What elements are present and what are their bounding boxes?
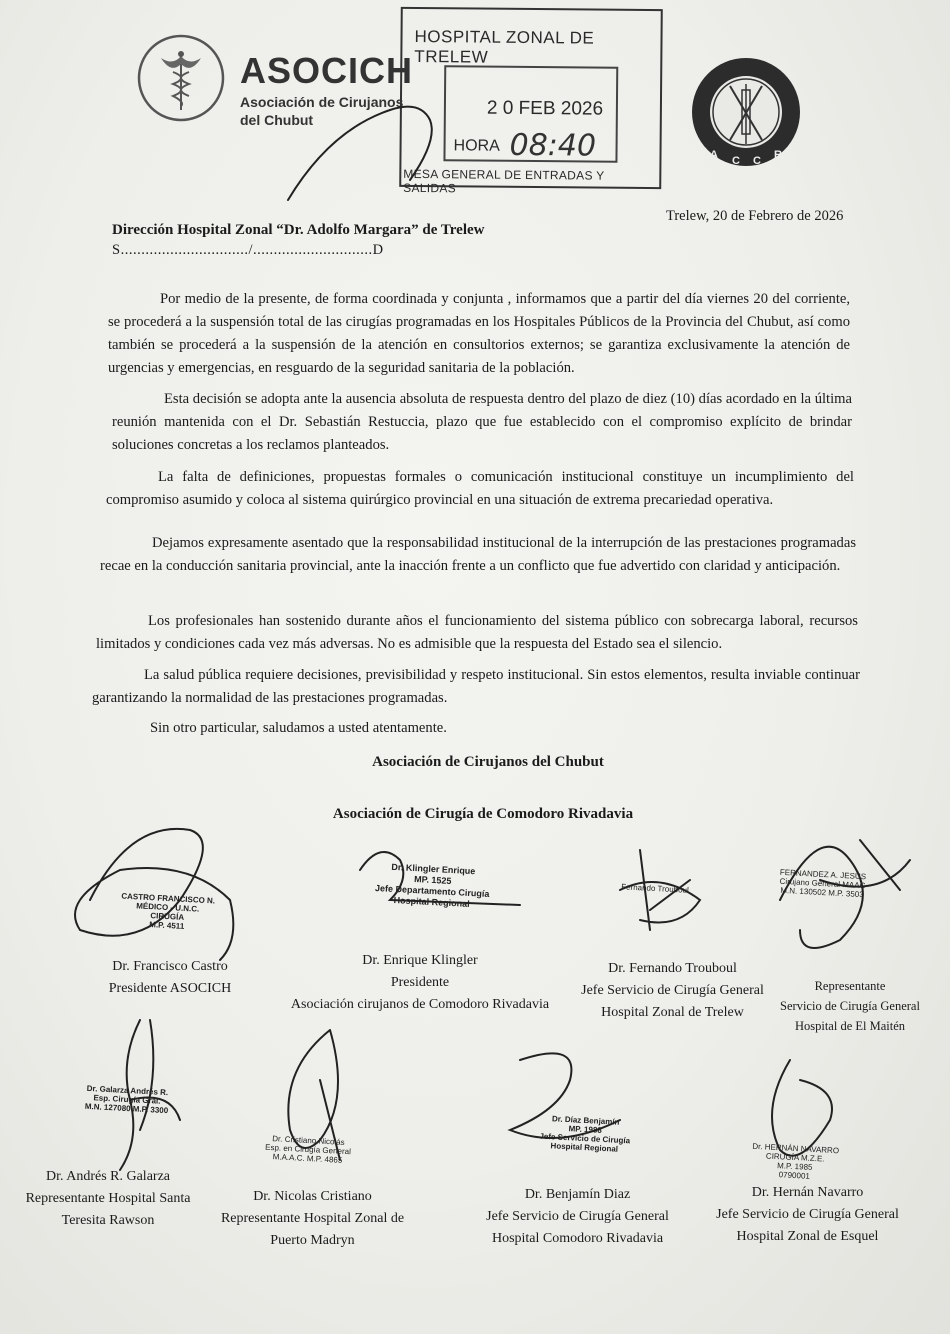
signatory-role: Servicio de Cirugía General [780,999,920,1013]
svg-text:C: C [753,155,761,167]
signatory-name: Dr. Enrique Klingler [362,953,478,968]
signatory-name: Dr. Francisco Castro [112,959,228,974]
signatory-role: Presidente [390,975,450,990]
paragraph-6: La salud pública requiere decisiones, previsibilidad y respeto institucional. Sin estos elementos, resulta inviable continuar garantizando la normalidad de las prestaciones programadas. [92,667,860,706]
signatory-diaz [470,1184,685,1250]
seal-castro: CASTRO FRANCISCO N. MÉDICO - U.N.C. CIRUGÍA M.P. 4511 [121,891,216,931]
accr-seal-logo [690,56,802,168]
brand-subtitle-1: Asociación de Cirujanos [240,94,404,110]
salutation: S.............................../.............................D [112,242,384,258]
paragraph-5: Los profesionales han sostenido durante años el funcionamiento del sistema público con sobrecarga laboral, recursos limitados y condiciones cada vez más adversas. No es admisible que la respuesta del Estado sea el silencio. [96,613,858,652]
stamp-title: HOSPITAL ZONAL DE TRELEW [414,26,595,67]
signatory-name: Dr. Benjamín Diaz [524,1187,631,1202]
signatory-role: Representante Hospital Zonal de [220,1211,405,1226]
org-line-2: Asociación de Cirugía de Comodoro Rivadavia [332,806,634,822]
seal-trouboul: Fernando Trouboul [620,882,689,895]
signatory-klingler [270,950,570,1016]
signatory-name: Dr. Nicolas Cristiano [253,1189,372,1204]
seal-fernandez: FERNANDEZ A. JESÚS Cirujano General MAAC M.N. 130502 M.P. 3503 [779,867,867,900]
signatory-fernandez [755,976,945,1036]
asocich-caduceus-logo [135,32,227,124]
paragraph-2: Esta decisión se adopta ante la ausencia absoluta de respuesta dentro del plazo de diez (10) días acordado en la última reunión mantenida con el Dr. Sebastián Restuccia, plazo que fue establecido con el compromiso explícito de brindar soluciones concretas a los reclamos planteados. [112,391,852,453]
paragraph-1: Por medio de la presente, de forma coordinada y conjunta , informamos que a partir del día viernes 20 del corriente, se procederá a la suspensión total de las cirugías programadas en los Hospitales Públicos de la Provincia del Chubut, así como también se procederá a la suspensión de la atención en consultorios externos; se garantiza exclusivamente la atención de urgencias y emergencias, en resguardo de la seguridad sanitaria de la población. [108,291,850,376]
signatory-navarro [700,1182,915,1248]
signatory-name: Dr. Andrés R. Galarza [45,1169,171,1184]
recipient: Dirección Hospital Zonal “Dr. Adolfo Margara” de Trelew [112,222,485,238]
brand-subtitle-2: del Chubut [240,112,314,128]
signatory-role: Teresita Rawson [61,1213,155,1228]
signatory-role: Asociación cirujanos de Comodoro Rivadavia [290,997,550,1012]
brand-name: ASOCICH [240,50,414,91]
signatory-role: Hospital Comodoro Rivadavia [491,1231,664,1246]
stamp-hora-label: HORA [453,137,500,155]
org-line-1: Asociación de Cirujanos del Chubut [372,754,604,770]
signatory-role: Hospital Zonal de Trelew [601,1005,744,1020]
signatory-role: Hospital Zonal de Esquel [736,1229,879,1244]
svg-text:C: C [732,155,740,167]
seal-cristiano: Dr. Cristiano Nicolás Esp. en Cirugía General M.A.A.C. M.P. 4865 [264,1134,352,1165]
signatory-cristiano [200,1186,425,1252]
stamp-footer: MESA GENERAL DE ENTRADAS Y SALIDAS [403,166,605,196]
signatory-role: Jefe Servicio de Cirugía General [581,983,764,998]
signatory-name: Dr. Hernán Navarro [751,1185,864,1200]
signature-navarro [772,1060,832,1156]
signatory-role: Representante Hospital Santa [25,1191,191,1206]
signatory-galarza [8,1166,208,1232]
stamp-hora-handwritten: 08:40 [509,127,597,164]
signatory-castro [60,956,280,1000]
seal-galarza: Dr. Galarza Andrés R. Esp. Cirugía Gral. M.N. 127080 M.P. 3300 [84,1083,169,1116]
signatory-name: Representante [814,979,886,993]
paragraph-4: Dejamos expresamente asentado que la responsabilidad institucional de la interrupción de las prestaciones programadas recae en la conducción sanitaria provincial, ante la inacción frente a un conflicto que fue advertido con claridad y anticipación. [100,535,856,574]
paragraph-3: La falta de definiciones, propuestas formales o comunicación institucional constituye un incumplimiento del compromiso asumido y coloca al sistema quirúrgico provincial en una situación de extrema precariedad operativa. [106,469,854,508]
signatory-role: Jefe Servicio de Cirugía General [716,1207,899,1222]
stamp-date: 2 0 FEB 2026 [486,97,604,120]
seal-diaz: Dr. Díaz Benjamín MP. 1988 Jefe Servicio de Cirugía Hospital Regional [539,1114,631,1154]
brand-block [240,50,413,128]
signatory-role: Puerto Madryn [270,1233,355,1248]
seal-navarro: Dr. HERNÁN NAVARRO CIRUGÍA M.Z.E. M.P. 1985 0790001 [752,1141,840,1181]
closing-line: Sin otro particular, saludamos a usted atentamente. [150,720,447,736]
seal-klingler: Dr. Klingler Enrique MP. 1525 Jefe Departamento Cirugía Hospital Regional [374,861,490,909]
signatory-role: Presidente ASOCICH [108,981,232,996]
svg-text:A: A [710,149,718,161]
signatory-trouboul [560,958,785,1024]
signatory-name: Dr. Fernando Trouboul [608,961,737,976]
svg-text:R: R [774,149,782,161]
signatory-role: Hospital de El Maitén [794,1019,906,1033]
reception-stamp [399,7,663,196]
place-date: Trelew, 20 de Febrero de 2026 [666,208,844,224]
signatory-role: Jefe Servicio de Cirugía General [486,1209,669,1224]
